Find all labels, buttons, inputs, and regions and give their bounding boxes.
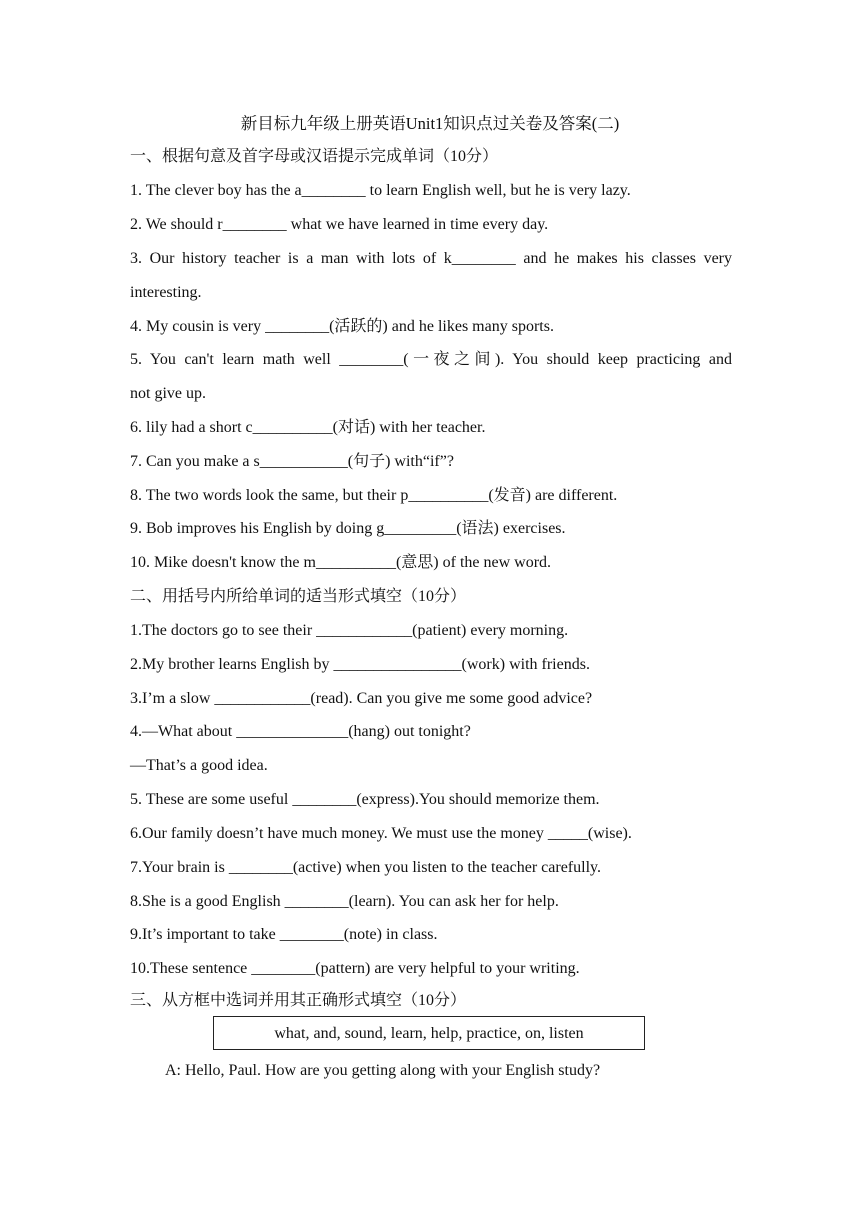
s1-item-2: 2. We should r________ what we have learned in time every day. [130, 216, 549, 233]
page-title: 新目标九年级上册英语Unit1知识点过关卷及答案(二) [240, 114, 620, 133]
section3-heading: 三、从方框中选词并用其正确形式填空（10分） [130, 992, 467, 1009]
s2-item-6: 6.Our family doesn’t have much money. We must use the money _____(wise). [130, 825, 632, 842]
s1-item-5: 5. You can't learn math well ________(一夜之间). You should keep practicing and [130, 351, 732, 368]
s1-item-7: 7. Can you make a s___________(句子) with“if”? [130, 453, 454, 470]
s2-item-4-reply: —That’s a good idea. [130, 757, 268, 774]
s1-item-6: 6. lily had a short c__________(对话) with her teacher. [130, 419, 486, 436]
s1-item-9: 9. Bob improves his English by doing g_________(语法) exercises. [130, 520, 566, 537]
s2-item-4: 4.—What about ______________(hang) out tonight? [130, 723, 471, 740]
s2-item-3: 3.I’m a slow ____________(read). Can you give me some good advice? [130, 690, 593, 707]
s1-item-5-cont: not give up. [130, 385, 206, 402]
s2-item-5: 5. These are some useful ________(express).You should memorize them. [130, 791, 600, 808]
s2-item-7: 7.Your brain is ________(active) when you listen to the teacher carefully. [130, 859, 601, 876]
section2-heading: 二、用括号内所给单词的适当形式填空（10分） [130, 588, 467, 605]
dialogue-line: A: Hello, Paul. How are you getting along with your English study? [165, 1062, 601, 1079]
s1-item-8: 8. The two words look the same, but their p__________(发音) are different. [130, 487, 618, 504]
s2-item-2: 2.My brother learns English by ________________(work) with friends. [130, 656, 590, 673]
s1-item-3: 3. Our history teacher is a man with lots of k________ and he makes his classes very [130, 250, 732, 267]
s1-item-1: 1. The clever boy has the a________ to learn English well, but he is very lazy. [130, 182, 631, 199]
word-bank-box: what, and, sound, learn, help, practice, on, listen [213, 1016, 645, 1050]
s1-item-4: 4. My cousin is very ________(活跃的) and he likes many sports. [130, 318, 554, 335]
s2-item-8: 8.She is a good English ________(learn). You can ask her for help. [130, 893, 559, 910]
s2-item-9: 9.It’s important to take ________(note) in class. [130, 926, 438, 943]
s2-item-1: 1.The doctors go to see their ____________(patient) every morning. [130, 622, 569, 639]
s1-item-3-cont: interesting. [130, 284, 202, 301]
s1-item-10: 10. Mike doesn't know the m__________(意思) of the new word. [130, 554, 552, 571]
section1-heading: 一、根据句意及首字母或汉语提示完成单词（10分） [130, 148, 499, 165]
s2-item-10: 10.These sentence ________(pattern) are very helpful to your writing. [130, 960, 580, 977]
